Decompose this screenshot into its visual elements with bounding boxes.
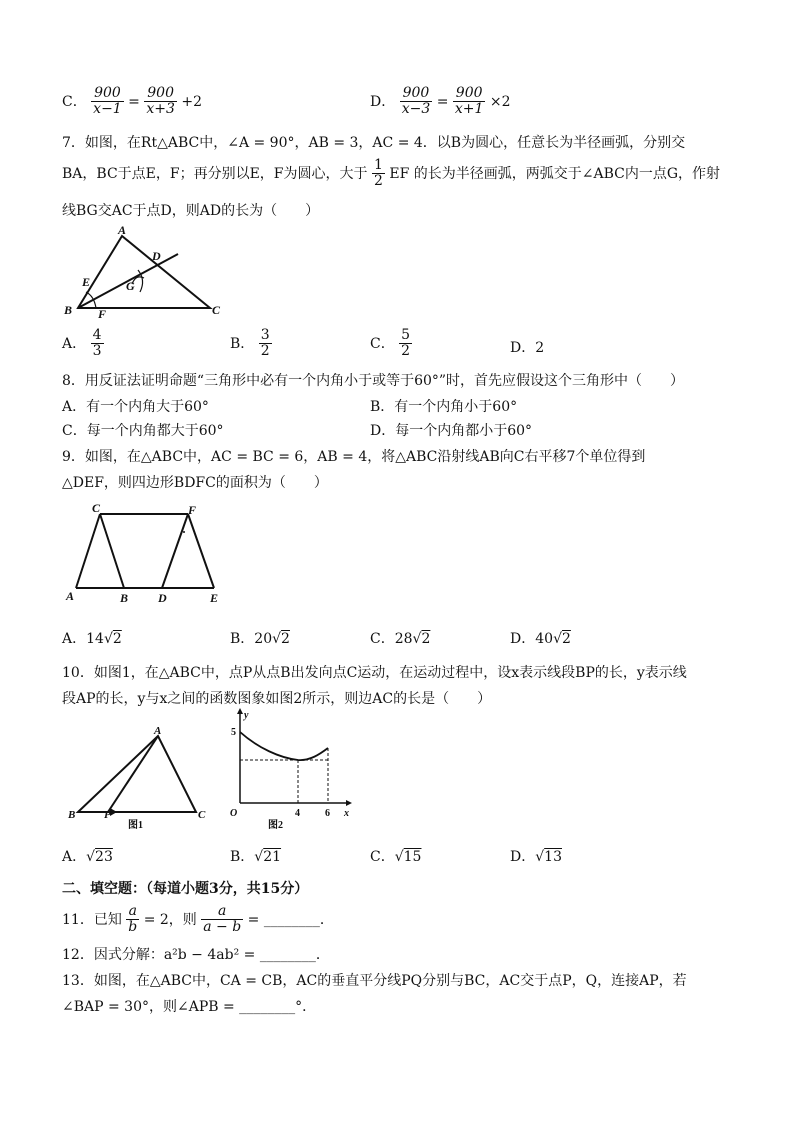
denominator: 2 [373, 173, 383, 190]
label-x: x [344, 808, 349, 819]
label-p: P [104, 809, 111, 821]
fraction [91, 86, 124, 118]
radicand: 2 [561, 631, 571, 647]
fraction [91, 328, 104, 360]
label-g: G [126, 279, 135, 293]
option-label: D． [510, 340, 536, 356]
option-tail: +2 [181, 93, 202, 110]
q7-option-d [510, 337, 544, 357]
numerator: 3 [260, 327, 270, 343]
option-label: D． [510, 631, 536, 647]
q7-stem-line3: 线BG交AC于点D，则AD的长为（ ） [62, 203, 320, 219]
y-axis-arrow [237, 708, 243, 714]
option-label: D． [510, 849, 536, 865]
denominator: x+1 [454, 101, 484, 118]
label-origin: O [230, 808, 238, 819]
q7-line2-a: BA，BC于点E，F；再分别以E，F为圆心，大于 [62, 165, 368, 182]
side-fe [188, 514, 214, 588]
q10-figure1 [60, 722, 220, 832]
function-curve [240, 732, 328, 760]
option-label: D． [370, 93, 396, 110]
option-label: B． [230, 335, 255, 352]
fraction [400, 86, 433, 118]
denominator: x+3 [146, 101, 175, 118]
radicand: 21 [263, 849, 282, 865]
option-label: B． [230, 631, 255, 647]
fraction [201, 904, 243, 936]
denominator: x−1 [93, 101, 122, 118]
q10-option-c [370, 846, 421, 866]
q9-stem-line1: 9．如图，在△ABC中，AC = BC = 6，AB = 4，将△ABC沿射线AB向C右平移7个单位得到 [62, 449, 646, 465]
option-tail: ×2 [489, 93, 511, 110]
q9-option-a [62, 628, 122, 648]
numerator: 900 [91, 86, 124, 102]
option-label: C． [370, 631, 395, 647]
denominator: a − b [203, 919, 242, 936]
label-d: D [152, 249, 161, 263]
q13-line1: 13．如图，在△ABC中，CA = CB，AC的垂直平分线PQ分别与BC，AC交于点P，Q，连接AP，若 [62, 973, 687, 989]
numerator: a [201, 904, 243, 920]
q10-figure2 [228, 708, 358, 832]
option-label: C． [62, 93, 87, 110]
fraction [144, 86, 177, 118]
label-a: A [118, 223, 127, 237]
q9-option-d [510, 628, 571, 648]
option-value: 2 [535, 340, 545, 356]
denominator: 2 [260, 343, 270, 360]
q10-option-d [510, 846, 562, 866]
triangle-abc [78, 736, 196, 812]
q9-option-b [230, 628, 290, 648]
fraction [126, 904, 139, 936]
fraction [259, 328, 272, 360]
q8-option-c: C．每一个内角都大于60° [62, 423, 224, 439]
q11 [62, 904, 334, 936]
sqrt-sign: √ [254, 849, 264, 865]
option-label: C． [370, 335, 395, 352]
q11-mid: = 2，则 [143, 911, 197, 928]
coefficient: 40 [535, 631, 554, 647]
denominator: 2 [401, 343, 411, 360]
radicand: 15 [403, 849, 422, 865]
label-b: B [68, 809, 76, 821]
q13-line2: ∠BAP = 30°，则∠APB = ________°． [62, 999, 317, 1015]
option-label: A． [62, 631, 87, 647]
x-axis-arrow [346, 800, 352, 806]
section-title: 二、填空题：（每道小题3分，共15分） [62, 881, 309, 897]
q11-answer-blank: = ________． [247, 911, 334, 928]
q7-option-b [230, 328, 272, 360]
radicand: 13 [544, 849, 562, 865]
sqrt-sign: √ [103, 631, 113, 647]
q10-option-b [230, 846, 281, 866]
q8-option-d: D．每一个内角都小于60° [370, 423, 533, 439]
denominator: x−3 [401, 101, 431, 118]
label-b: B [64, 303, 73, 317]
fraction [399, 328, 412, 360]
tick-x6: 6 [325, 808, 330, 819]
denominator: b [128, 919, 138, 936]
label-c: C [92, 501, 101, 515]
numerator: 1 [373, 157, 383, 173]
q7-figure [60, 222, 250, 322]
side-cb [100, 514, 124, 588]
q7-stem-line2 [62, 158, 720, 190]
numerator: 900 [453, 86, 486, 102]
q10-option-a [62, 846, 113, 866]
label-c: C [212, 303, 221, 317]
q11-pre: 11．已知 [62, 911, 122, 928]
arrow-head [110, 808, 117, 816]
numerator: 5 [401, 327, 411, 343]
coefficient: 28 [394, 631, 413, 647]
coefficient: 14 [86, 631, 104, 647]
q7-line2-b: EF 的长为半径画弧，两弧交于∠ABC内一点G，作射 [389, 165, 721, 182]
q9-stem-line2: △DEF，则四边形BDFC的面积为（ ） [62, 475, 328, 491]
sqrt-sign: √ [394, 849, 404, 865]
sqrt-sign: √ [412, 631, 422, 647]
coefficient: 20 [254, 631, 273, 647]
label-b: B [120, 591, 129, 605]
numerator: a [126, 904, 139, 920]
side-ac [76, 514, 100, 588]
option-label: A． [62, 335, 87, 352]
label-d: D [158, 591, 167, 605]
label-e: E [210, 591, 219, 605]
q10-stem-line1: 10．如图1，在△ABC中，点P从点B出发向点C运动，在运动过程中，设x表示线段BP的长，y表示线 [62, 665, 687, 681]
q8-stem: 8．用反证法证明命题“三角形中必有一个内角小于或等于60°”时，首先应假设这个三角形中（ ） [62, 373, 685, 389]
label-a: A [154, 725, 162, 737]
label-y: y [244, 710, 249, 721]
q8-option-a: A．有一个内角大于60° [62, 399, 209, 415]
label-c: C [198, 809, 206, 821]
denominator: 3 [92, 343, 102, 360]
q9-figure [60, 500, 240, 606]
label-f: F [188, 503, 197, 517]
sqrt-sign: √ [535, 849, 545, 865]
radicand: 2 [112, 631, 122, 647]
option-label: C． [370, 849, 395, 865]
q7-option-a [62, 328, 104, 360]
tick-x4: 4 [295, 808, 300, 819]
radicand: 23 [95, 849, 113, 865]
fraction [453, 86, 486, 118]
label-e: E [82, 275, 91, 289]
q8-option-b: B．有一个内角小于60° [370, 399, 518, 415]
q6-option-d: D． $\frac{900}{x-3}$ = $\frac{900}{x+1}$ ×2 [370, 85, 511, 118]
tick-y5: 5 [231, 727, 236, 738]
q12: 12．因式分解：a²b − 4ab² = ________． [62, 947, 330, 963]
q7-option-c [370, 328, 412, 360]
q9-option-c [370, 628, 430, 648]
side-df [162, 514, 188, 588]
label-f: F [98, 307, 107, 321]
segment-ap [108, 736, 158, 812]
option-label: A． [62, 849, 87, 865]
dot-mark [183, 531, 185, 533]
radicand: 2 [421, 631, 431, 647]
sqrt-sign: √ [553, 631, 562, 647]
numerator: 900 [400, 86, 433, 102]
fraction-half [372, 158, 385, 190]
numerator: 900 [144, 86, 177, 102]
figure-caption: 图1 [128, 820, 143, 831]
q7-stem-line1: 7．如图，在Rt△ABC中，∠A = 90°，AB = 3，AC = 4．以B为圆心，任意长为半径画弧，分别交 [62, 135, 686, 151]
numerator: 4 [92, 327, 102, 343]
radicand: 2 [281, 631, 290, 647]
option-label: B． [230, 849, 255, 865]
q6-option-c: C． $\frac{900}{x-1}$ = $\frac{900}{x+3}$ +2 [62, 85, 202, 118]
figure-caption: 图2 [268, 820, 283, 831]
label-a: A [66, 589, 75, 603]
sqrt-sign: √ [86, 849, 96, 865]
sqrt-sign: √ [272, 631, 282, 647]
q10-stem-line2: 段AP的长，y与x之间的函数图象如图2所示，则边AC的长是（ ） [62, 691, 492, 707]
